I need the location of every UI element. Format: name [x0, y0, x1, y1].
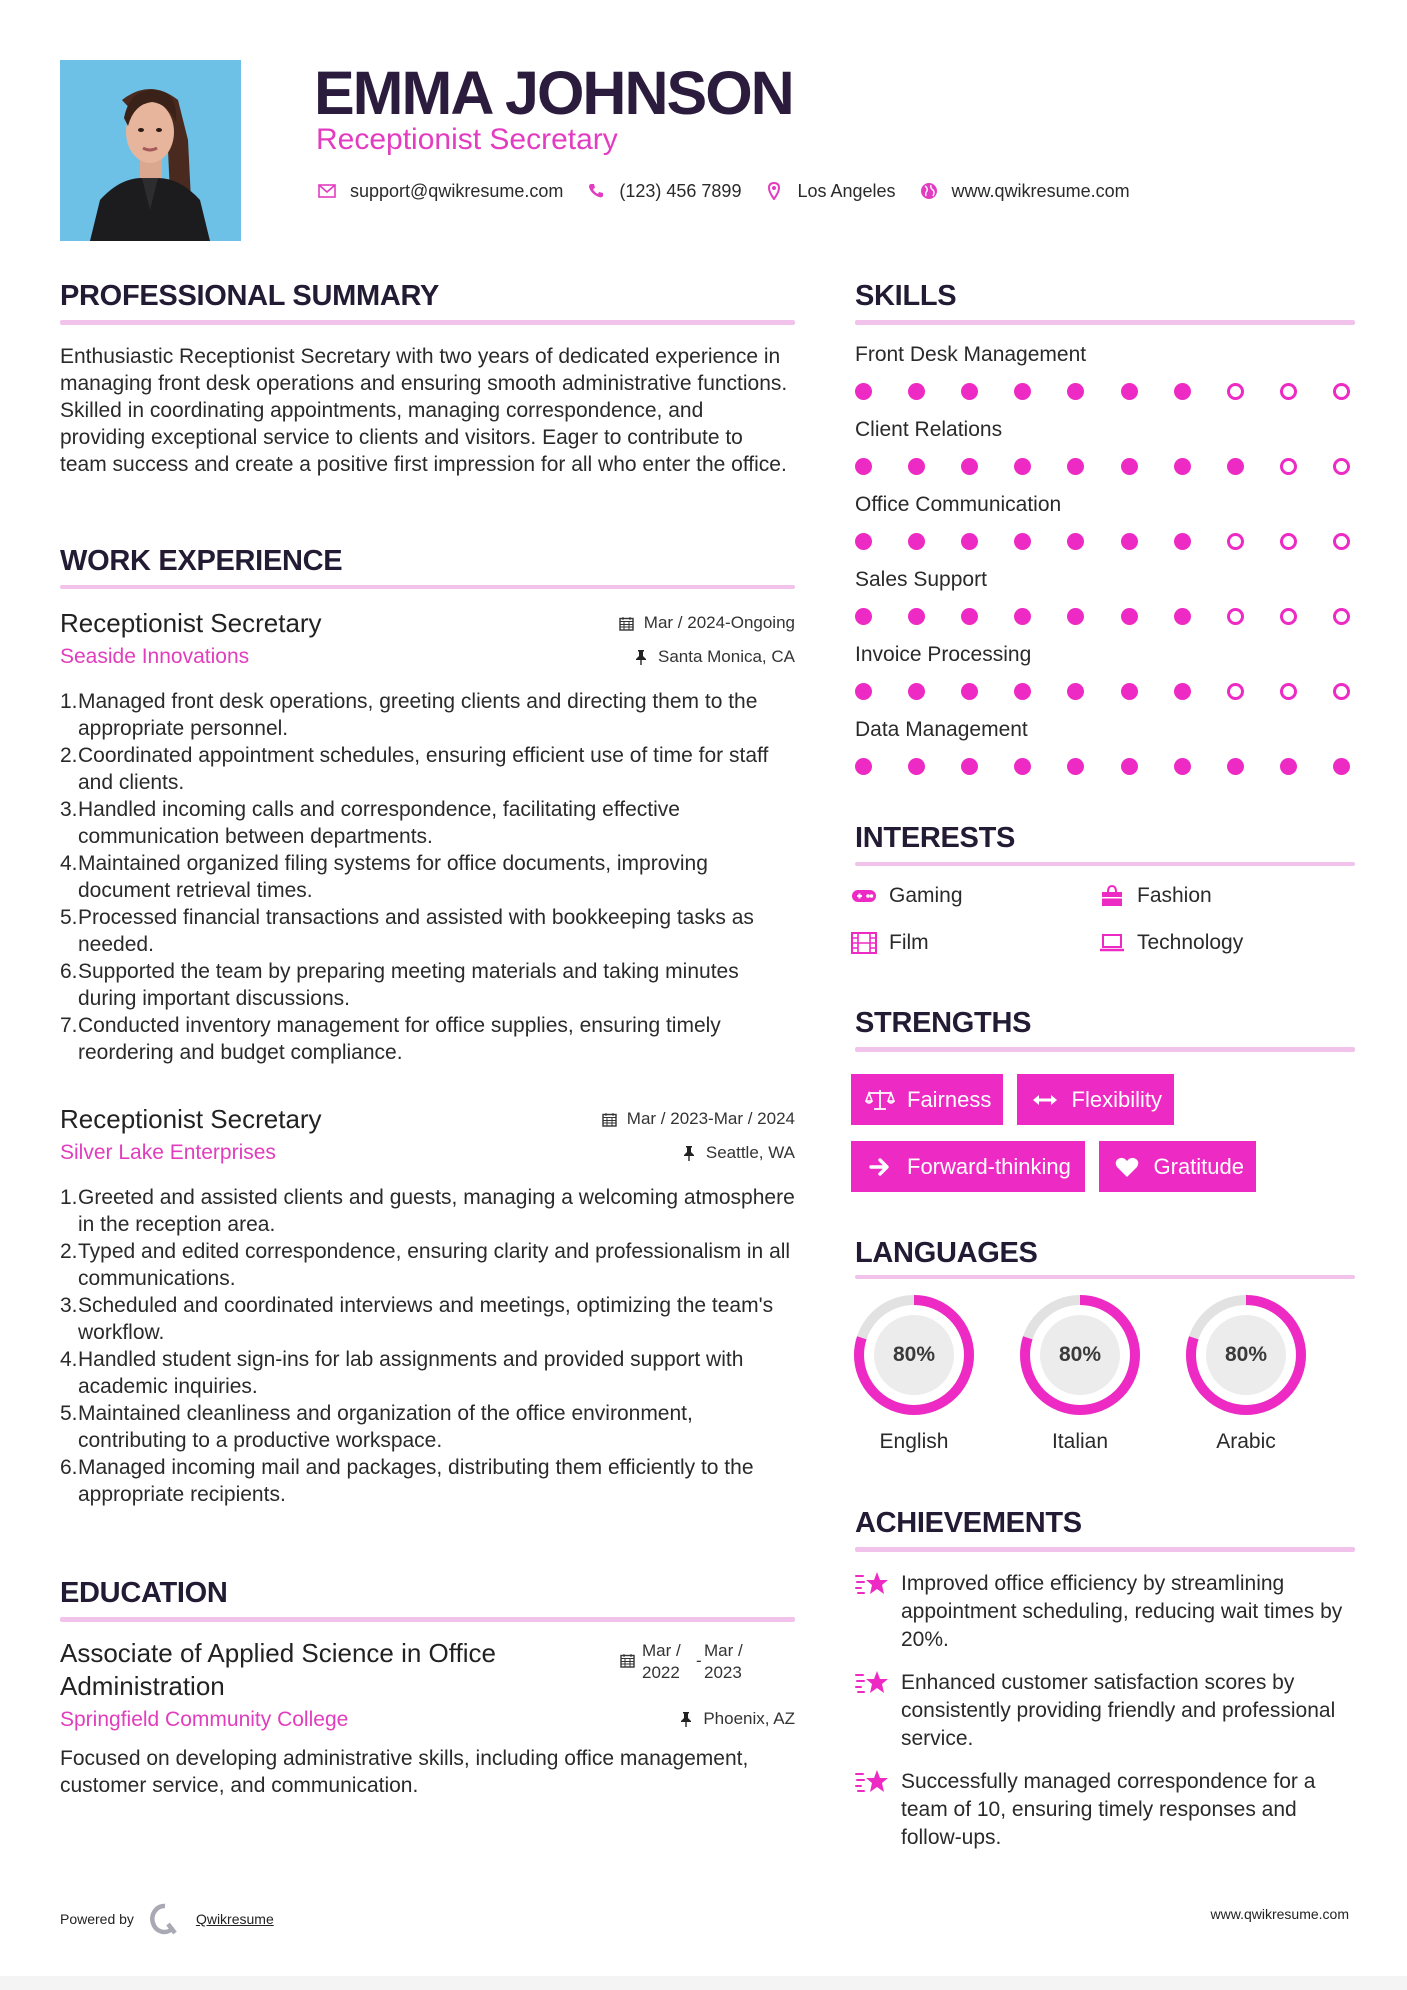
rating-dot-filled — [1333, 758, 1350, 775]
language-percent: 80% — [1058, 1343, 1102, 1366]
rating-dot-filled — [1121, 383, 1138, 400]
skill-label: Front Desk Management — [855, 343, 1087, 366]
page-bottom-band — [0, 1976, 1407, 1990]
rating-dot-filled — [1067, 458, 1084, 475]
language-name: Arabic — [1216, 1430, 1276, 1453]
rating-dot-filled — [1121, 458, 1138, 475]
rating-dot-filled — [1014, 383, 1031, 400]
footer-website[interactable]: www.qwikresume.com — [1210, 1906, 1349, 1922]
language-item — [852, 1293, 976, 1455]
language-item — [1018, 1293, 1142, 1455]
rating-dot-filled — [1121, 608, 1138, 625]
summary-heading: PROFESSIONAL SUMMARY — [60, 280, 440, 312]
skill-rating — [855, 456, 1350, 476]
languages-heading: LANGUAGES — [855, 1237, 1038, 1269]
school-name: Springfield Community College — [60, 1708, 349, 1731]
duties-list — [60, 688, 795, 1066]
rating-dot-filled — [1014, 683, 1031, 700]
interest-item-gaming: Gaming — [851, 883, 963, 909]
skill-item — [855, 492, 1355, 567]
shopping-bag-icon — [1099, 885, 1125, 907]
education-heading: EDUCATION — [60, 1577, 228, 1609]
skill-label: Client Relations — [855, 418, 1003, 441]
duties-list — [60, 1184, 795, 1508]
rating-dot-empty — [1280, 533, 1297, 550]
languages-divider — [855, 1275, 1355, 1279]
rating-dot-empty — [1333, 383, 1350, 400]
candidate-title: Receptionist Secretary — [316, 123, 618, 156]
skill-item — [855, 642, 1355, 717]
strength-badge-gratitude: Gratitude — [1099, 1141, 1256, 1192]
rating-dot-filled — [1227, 458, 1244, 475]
qwikresume-logo-icon — [148, 1902, 182, 1936]
shooting-star-icon — [855, 1767, 891, 1797]
strengths-heading: STRENGTHS — [855, 1007, 1032, 1039]
skill-rating — [855, 756, 1350, 776]
job-dates — [618, 612, 795, 634]
rating-dot-filled — [1174, 608, 1191, 625]
language-percent: 80% — [1224, 1343, 1268, 1366]
job-dates-text: Mar / 2024-Ongoing — [643, 613, 795, 632]
duty-item: 3. Handled incoming calls and correspondence, facilitating effective communication between departments. — [60, 798, 680, 848]
education-location-text: Phoenix, AZ — [703, 1709, 795, 1728]
pushpin-icon — [680, 1144, 698, 1162]
education-location — [595, 1708, 795, 1730]
language-progress-ring — [1184, 1293, 1308, 1417]
rating-dot-empty — [1333, 683, 1350, 700]
skill-item — [855, 417, 1355, 492]
skill-label: Data Management — [855, 718, 1028, 741]
achievements-divider — [855, 1547, 1355, 1552]
arrows-horizontal-icon — [1031, 1088, 1060, 1112]
education-description: Focused on developing administrative skills, including office management, customer service, and communication. — [60, 1747, 749, 1797]
rating-dot-filled — [1067, 683, 1084, 700]
contact-phone-text: (123) 456 7899 — [619, 180, 742, 201]
rating-dot-filled — [1067, 383, 1084, 400]
qwikresume-link[interactable]: Qwikresume — [195, 1911, 274, 1927]
skill-label: Office Communication — [855, 493, 1062, 516]
phone-icon — [585, 180, 607, 202]
achievements-heading: ACHIEVEMENTS — [855, 1507, 1082, 1539]
rating-dot-empty — [1280, 458, 1297, 475]
rating-dot-filled — [1067, 758, 1084, 775]
interest-item-technology: Technology — [1099, 930, 1243, 956]
skills-heading: SKILLS — [855, 280, 957, 312]
contact-email[interactable] — [316, 180, 563, 202]
contact-bar — [316, 178, 1152, 204]
rating-dot-filled — [908, 458, 925, 475]
language-progress-ring — [852, 1293, 976, 1417]
duty-item: 6. Managed incoming mail and packages, distributing them efficiently to the appropriate recipients. — [60, 1456, 754, 1506]
rating-dot-filled — [908, 608, 925, 625]
strength-badge-flexibility: Flexibility — [1017, 1074, 1174, 1125]
rating-dot-filled — [961, 608, 978, 625]
job-title: Receptionist Secretary — [60, 608, 322, 638]
rating-dot-filled — [1174, 383, 1191, 400]
experience-heading: WORK EXPERIENCE — [60, 545, 343, 577]
contact-location-text: Los Angeles — [797, 180, 896, 201]
rating-dot-filled — [908, 383, 925, 400]
skills-list — [855, 342, 1355, 792]
footer-powered-by — [60, 1902, 274, 1936]
job-entry — [60, 607, 795, 1066]
rating-dot-empty — [1227, 683, 1244, 700]
rating-dot-filled — [908, 758, 925, 775]
duty-item: 7. Conducted inventory management for office supplies, ensuring timely reordering and budget compliance. — [60, 1014, 721, 1064]
rating-dot-filled — [961, 458, 978, 475]
balance-scale-icon — [865, 1088, 895, 1112]
rating-dot-empty — [1333, 533, 1350, 550]
contact-website[interactable] — [918, 180, 1130, 202]
contact-email-text: support@qwikresume.com — [350, 180, 564, 201]
duty-item: 2. Coordinated appointment schedules, ensuring efficient use of time for staff and clients. — [60, 744, 769, 794]
contact-location — [763, 180, 895, 202]
job-location-text: Santa Monica, CA — [657, 647, 795, 666]
achievement-item: Improved office efficiency by streamlining appointment scheduling, reducing wait times by 20%. — [855, 1570, 1355, 1654]
education-dates — [620, 1640, 795, 1684]
education-divider — [60, 1617, 795, 1622]
rating-dot-filled — [1014, 608, 1031, 625]
rating-dot-filled — [1014, 533, 1031, 550]
rating-dot-filled — [1174, 533, 1191, 550]
rating-dot-empty — [1280, 683, 1297, 700]
film-icon — [851, 932, 877, 954]
shooting-star-icon — [855, 1668, 891, 1698]
job-dates — [601, 1108, 795, 1130]
rating-dot-filled — [1067, 533, 1084, 550]
company-name: Seaside Innovations — [60, 645, 250, 668]
job-dates-text: Mar / 2023-Mar / 2024 — [626, 1109, 795, 1128]
rating-dot-filled — [1121, 683, 1138, 700]
rating-dot-filled — [961, 533, 978, 550]
skill-label: Sales Support — [855, 568, 987, 591]
skill-item — [855, 567, 1355, 642]
skill-label: Invoice Processing — [855, 643, 1032, 666]
job-entry — [60, 1103, 795, 1508]
rating-dot-empty — [1333, 458, 1350, 475]
heart-icon — [1113, 1155, 1142, 1179]
calendar-icon — [601, 1110, 619, 1128]
laptop-icon — [1099, 932, 1125, 954]
rating-dot-filled — [1174, 758, 1191, 775]
summary-divider — [60, 320, 795, 325]
rating-dot-empty — [1227, 533, 1244, 550]
calendar-icon — [620, 1652, 636, 1670]
rating-dot-empty — [1227, 608, 1244, 625]
duty-item: 6. Supported the team by preparing meeting materials and taking minutes during important discussions. — [60, 960, 739, 1010]
rating-dot-filled — [961, 383, 978, 400]
rating-dot-empty — [1280, 383, 1297, 400]
powered-by-label: Powered by — [60, 1911, 134, 1927]
job-location — [680, 1142, 795, 1164]
strength-badge-forward-thinking: Forward-thinking — [851, 1141, 1085, 1192]
skill-rating — [855, 381, 1350, 401]
skill-rating — [855, 681, 1350, 701]
education-date-sep: - — [696, 1651, 702, 1670]
duty-item: 4. Maintained organized filing systems for office documents, improving document retrieval times. — [60, 852, 708, 902]
contact-website-text: www.qwikresume.com — [951, 180, 1130, 201]
contact-phone[interactable] — [585, 180, 741, 202]
rating-dot-filled — [855, 758, 872, 775]
rating-dot-empty — [1333, 608, 1350, 625]
achievement-item: Successfully managed correspondence for a team of 10, ensuring timely responses and follow-ups. — [855, 1768, 1355, 1852]
rating-dot-filled — [855, 383, 872, 400]
duty-item: 1. Greeted and assisted clients and guests, managing a welcoming atmosphere in the reception area. — [60, 1186, 795, 1236]
strengths-divider — [855, 1047, 1355, 1052]
duty-item: 5. Processed financial transactions and assisted with bookkeeping tasks as needed. — [60, 906, 754, 956]
rating-dot-filled — [1067, 608, 1084, 625]
rating-dot-filled — [908, 533, 925, 550]
education-date-start: Mar / 2022 — [642, 1641, 681, 1682]
duty-item: 2. Typed and edited correspondence, ensuring clarity and professionalism in all communications. — [60, 1240, 791, 1290]
arrow-right-icon — [865, 1155, 895, 1179]
skill-rating — [855, 606, 1350, 626]
calendar-icon — [618, 614, 636, 632]
rating-dot-filled — [1174, 683, 1191, 700]
rating-dot-filled — [855, 608, 872, 625]
pushpin-icon — [632, 648, 650, 666]
rating-dot-filled — [961, 758, 978, 775]
profile-photo — [60, 60, 241, 241]
duty-item: 5. Maintained cleanliness and organization of the office environment, contributing to a productive workspace. — [60, 1402, 693, 1452]
rating-dot-filled — [1121, 758, 1138, 775]
interests-heading: INTERESTS — [855, 822, 1016, 854]
rating-dot-filled — [855, 533, 872, 550]
skill-item — [855, 717, 1355, 792]
rating-dot-filled — [855, 683, 872, 700]
experience-divider — [60, 585, 795, 589]
rating-dot-empty — [1280, 608, 1297, 625]
rating-dot-filled — [961, 683, 978, 700]
degree-title: Associate of Applied Science in Office Administration — [60, 1638, 496, 1701]
language-item — [1184, 1293, 1308, 1455]
rating-dot-filled — [855, 458, 872, 475]
interests-divider — [855, 862, 1355, 866]
duty-item: 1. Managed front desk operations, greeting clients and directing them to the appropriate personnel. — [60, 690, 758, 740]
skill-rating — [855, 531, 1350, 551]
envelope-icon — [316, 180, 338, 202]
rating-dot-filled — [1174, 458, 1191, 475]
duty-item: 4. Handled student sign-ins for lab assignments and provided support with academic inquiries. — [60, 1348, 744, 1398]
shooting-star-icon — [855, 1569, 891, 1599]
pushpin-icon — [677, 1710, 695, 1728]
rating-dot-filled — [1014, 758, 1031, 775]
rating-dot-filled — [1121, 533, 1138, 550]
job-location-text: Seattle, WA — [705, 1143, 795, 1162]
rating-dot-filled — [1014, 458, 1031, 475]
language-name: English — [879, 1430, 949, 1453]
rating-dot-filled — [1227, 758, 1244, 775]
achievement-item: Enhanced customer satisfaction scores by consistently providing friendly and professional service. — [855, 1669, 1355, 1753]
duty-item: 3. Scheduled and coordinated interviews and meetings, optimizing the team's workflow. — [60, 1294, 774, 1344]
language-percent: 80% — [892, 1343, 936, 1366]
rating-dot-filled — [1280, 758, 1297, 775]
company-name: Silver Lake Enterprises — [60, 1141, 276, 1164]
globe-icon — [918, 180, 940, 202]
skills-divider — [855, 320, 1355, 325]
interest-item-fashion: Fashion — [1099, 883, 1212, 909]
education-date-end: Mar / 2023 — [704, 1641, 743, 1682]
skill-item — [855, 342, 1355, 417]
rating-dot-empty — [1227, 383, 1244, 400]
job-location — [632, 646, 795, 668]
summary-text: Enthusiastic Receptionist Secretary with two years of dedicated experience in managing front desk operations and ensuring smooth administrative functions. Skilled in coordinating appointments, managing correspondence, and providing exceptional service to clients and visitors. Eager to contribute to team success and create a positive first impression for all who enter the office. — [60, 345, 788, 476]
map-pin-icon — [763, 180, 785, 202]
language-progress-ring — [1018, 1293, 1142, 1417]
candidate-name: EMMA JOHNSON — [314, 59, 793, 127]
rating-dot-filled — [908, 683, 925, 700]
strength-badge-fairness: Fairness — [851, 1074, 1003, 1125]
language-name: Italian — [1051, 1430, 1109, 1453]
job-title: Receptionist Secretary — [60, 1104, 322, 1134]
gamepad-icon — [851, 885, 877, 907]
interest-item-film: Film — [851, 930, 929, 956]
